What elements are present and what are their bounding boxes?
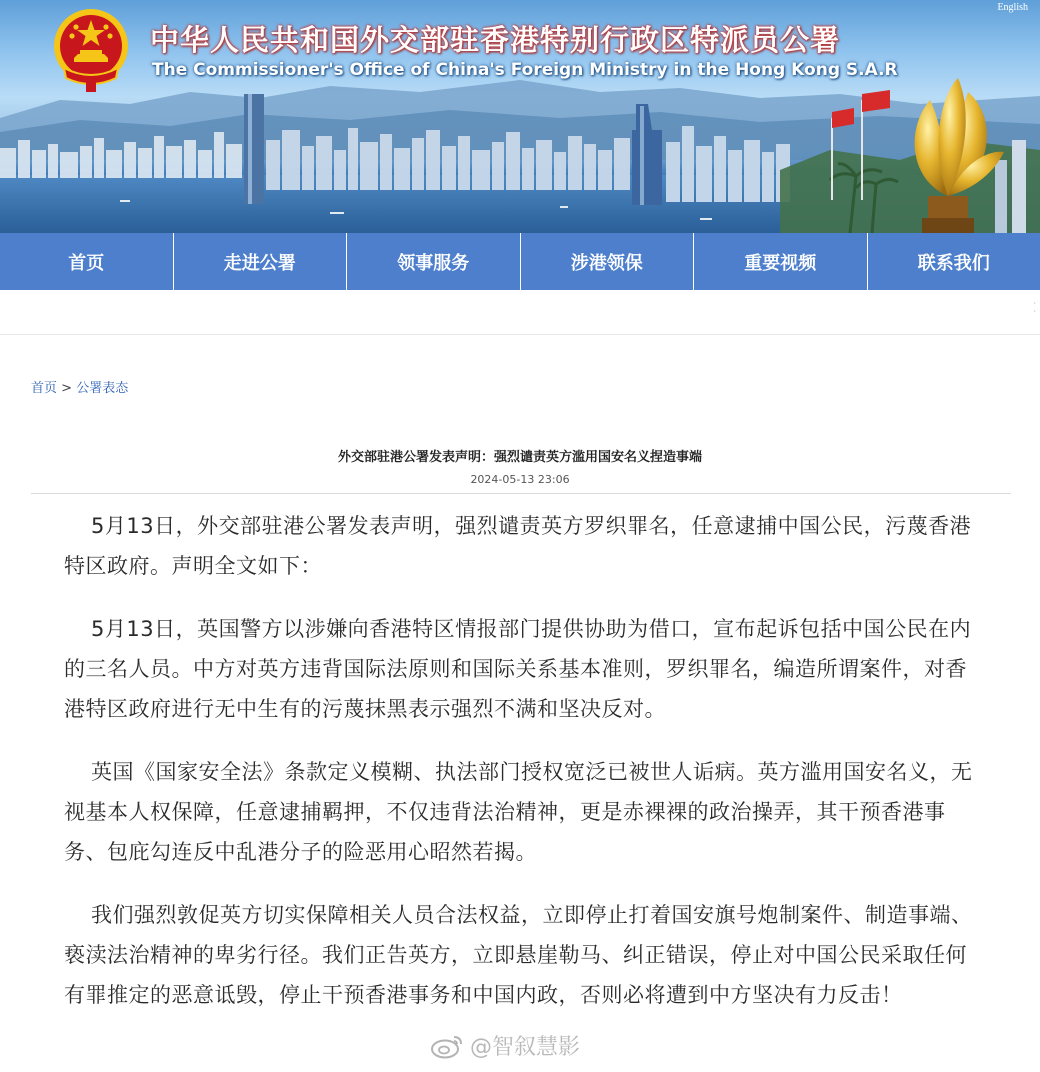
national-emblem-icon xyxy=(50,6,132,96)
article-title: 外交部驻港公署发表声明：强烈谴责英方滥用国安名义捏造事端 xyxy=(337,450,702,465)
title-divider xyxy=(31,493,1011,494)
more-dots-icon[interactable]: · · xyxy=(1033,299,1037,316)
main-navigation xyxy=(0,233,1040,290)
breadcrumb xyxy=(31,377,128,396)
header-banner xyxy=(0,0,1040,233)
sub-navigation-bar xyxy=(0,290,1040,335)
article-paragraph: 英国《国家安全法》条款定义模糊、执法部门授权宽泛已被世人诟病。英方滥用国安名义，无视基本人权保障，任意逮捕羁押，不仅违背法治精神，更是赤裸裸的政治操弄，其干预香港事务、包庇勾连反中乱港分子的险恶用心昭然若揭。 xyxy=(64,760,973,864)
breadcrumb-home-link[interactable]: 首页 xyxy=(31,381,58,396)
site-title-english: The Commissioner's Office of China's Foreign Ministry in the Hong Kong S.A.R xyxy=(152,60,898,80)
article-date: 2024-05-13 23:06 xyxy=(470,473,570,486)
article-paragraph: 5月13日，英国警方以涉嫌向香港特区情报部门提供协助为借口，宣布起诉包括中国公民在内的三名人员。中方对英方违背国际法原则和国际关系基本准则，罗织罪名，编造所谓案件，对香港特区政府进行无中生有的污蔑抹黑表示强烈不满和坚决反对。 xyxy=(64,617,972,721)
article-paragraph: 5月13日，外交部驻港公署发表声明，强烈谴责英方罗织罪名，任意逮捕中国公民，污蔑香港特区政府。声明全文如下： xyxy=(64,514,972,578)
article-body xyxy=(64,506,980,1038)
nav-item-videos[interactable]: 重要视频 xyxy=(694,233,868,290)
watermark-text: @智叙慧影 xyxy=(470,1035,581,1060)
article-paragraph: 我们强烈敦促英方切实保障相关人员合法权益，立即停止打着国安旗号炮制案件、制造事端、亵渎法治精神的卑劣行径。我们正告英方，立即悬崖勒马、纠正错误，停止对中国公民采取任何有罪推定的恶意诋毁，停止干预香港事务和中国内政，否则必将遭到中方坚决有力反击！ xyxy=(64,903,973,1007)
site-title-chinese: 中华人民共和国外交部驻香港特别行政区特派员公署 xyxy=(150,23,841,57)
nav-item-consular-protection[interactable]: 涉港领保 xyxy=(521,233,695,290)
weibo-icon xyxy=(430,1033,464,1059)
watermark xyxy=(430,1030,580,1061)
breadcrumb-separator: > xyxy=(57,381,77,396)
breadcrumb-current-link[interactable]: 公署表态 xyxy=(76,381,129,396)
nav-item-home[interactable]: 首页 xyxy=(0,233,174,290)
nav-item-consular-services[interactable]: 领事服务 xyxy=(347,233,521,290)
english-language-link[interactable]: English xyxy=(997,2,1028,13)
nav-item-about-office[interactable]: 走进公署 xyxy=(174,233,348,290)
nav-item-contact-us[interactable]: 联系我们 xyxy=(917,252,990,274)
